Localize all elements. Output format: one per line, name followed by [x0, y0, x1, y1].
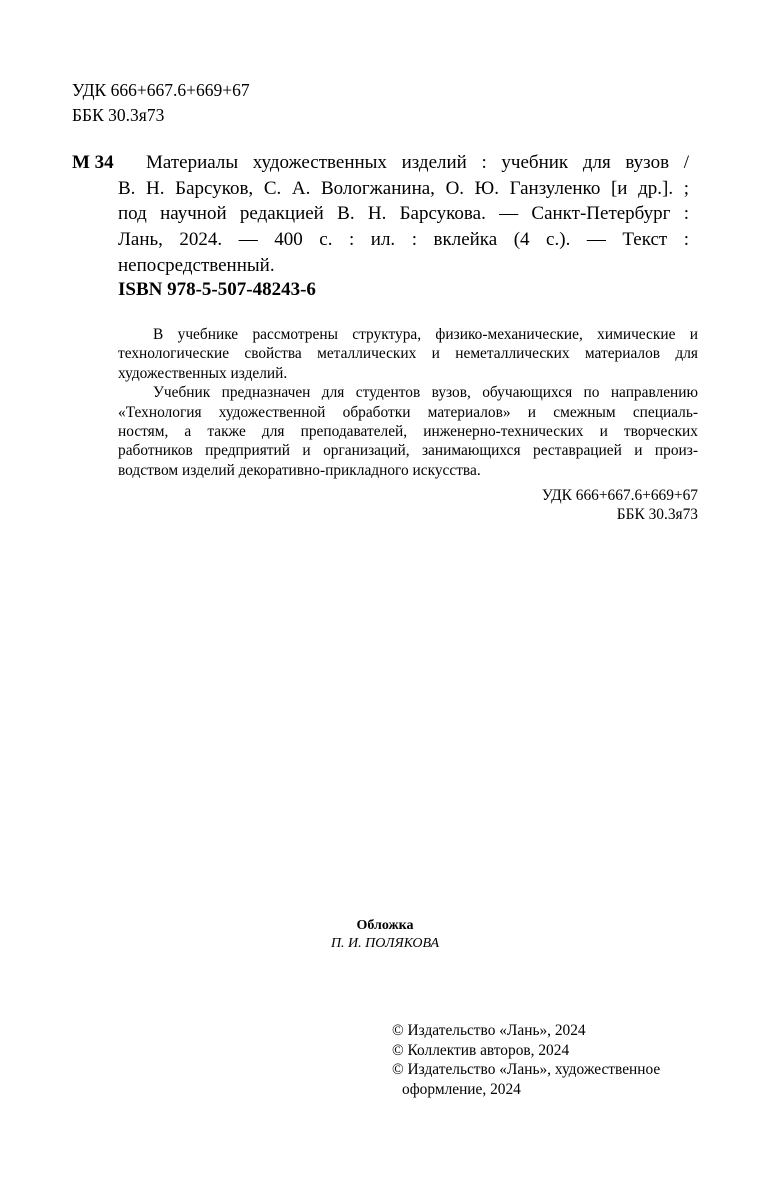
annotation-line: ностям, а также для преподавателей, инженерно-технических и творческих — [118, 423, 698, 441]
annotation-line: работников предприятий и организаций, занимающихся реставрацией и произ- — [118, 442, 698, 460]
bibliographic-entry — [118, 150, 689, 279]
cover-designer: П. И. ПОЛЯКОВА — [330, 936, 440, 951]
cover-credit — [300, 917, 470, 953]
bbk-code: ББК 30.3я73 — [616, 506, 698, 524]
copyright-block — [392, 1021, 660, 1099]
udk-code: УДК 666+667.6+669+67 — [72, 80, 250, 100]
annotation-line: «Технология художественной обработки материалов» и смежным специаль- — [118, 403, 698, 421]
copyright-line: © Издательство «Лань», 2024 — [392, 1022, 586, 1039]
copyright-line: © Коллектив авторов, 2024 — [392, 1041, 570, 1059]
biblio-line: Лань, 2024. — 400 с. : ил. : вклейка (4 с.). — Текст : — [118, 229, 689, 251]
classification-codes-right — [400, 486, 698, 525]
copyright-line: оформление, 2024 — [402, 1080, 521, 1098]
annotation — [118, 325, 698, 480]
udk-code: УДК 666+667.6+669+67 — [541, 487, 698, 504]
biblio-line: под научной редакцией В. Н. Барсукова. — Санкт-Петербург : — [118, 203, 689, 225]
annotation-line: водством изделий декоративно-прикладного искусства. — [118, 461, 481, 479]
isbn: ISBN 978-5-507-48243-6 — [118, 279, 316, 300]
cover-label: Обложка — [356, 918, 414, 933]
biblio-line: В. Н. Барсуков, С. А. Вологжанина, О. Ю. Ганзуленко [и др.]. ; — [118, 177, 689, 199]
biblio-line: Материалы художественных изделий : учебник для вузов / — [146, 152, 689, 173]
annotation-line: технологические свойства металлических и неметаллических материалов для — [118, 345, 698, 363]
annotation-line: В учебнике рассмотрены структура, физико-механические, химические и — [153, 326, 698, 343]
biblio-line: непосредственный. — [118, 254, 275, 276]
annotation-line: Учебник предназначен для студентов вузов, обучающихся по направлению — [153, 384, 698, 402]
bbk-code: ББК 30.3я73 — [72, 105, 165, 125]
copyright-line: © Издательство «Лань», художественное — [392, 1061, 661, 1078]
annotation-line: художественных изделий. — [118, 364, 288, 382]
author-mark: М 34 — [72, 152, 114, 173]
classification-codes — [72, 78, 250, 128]
